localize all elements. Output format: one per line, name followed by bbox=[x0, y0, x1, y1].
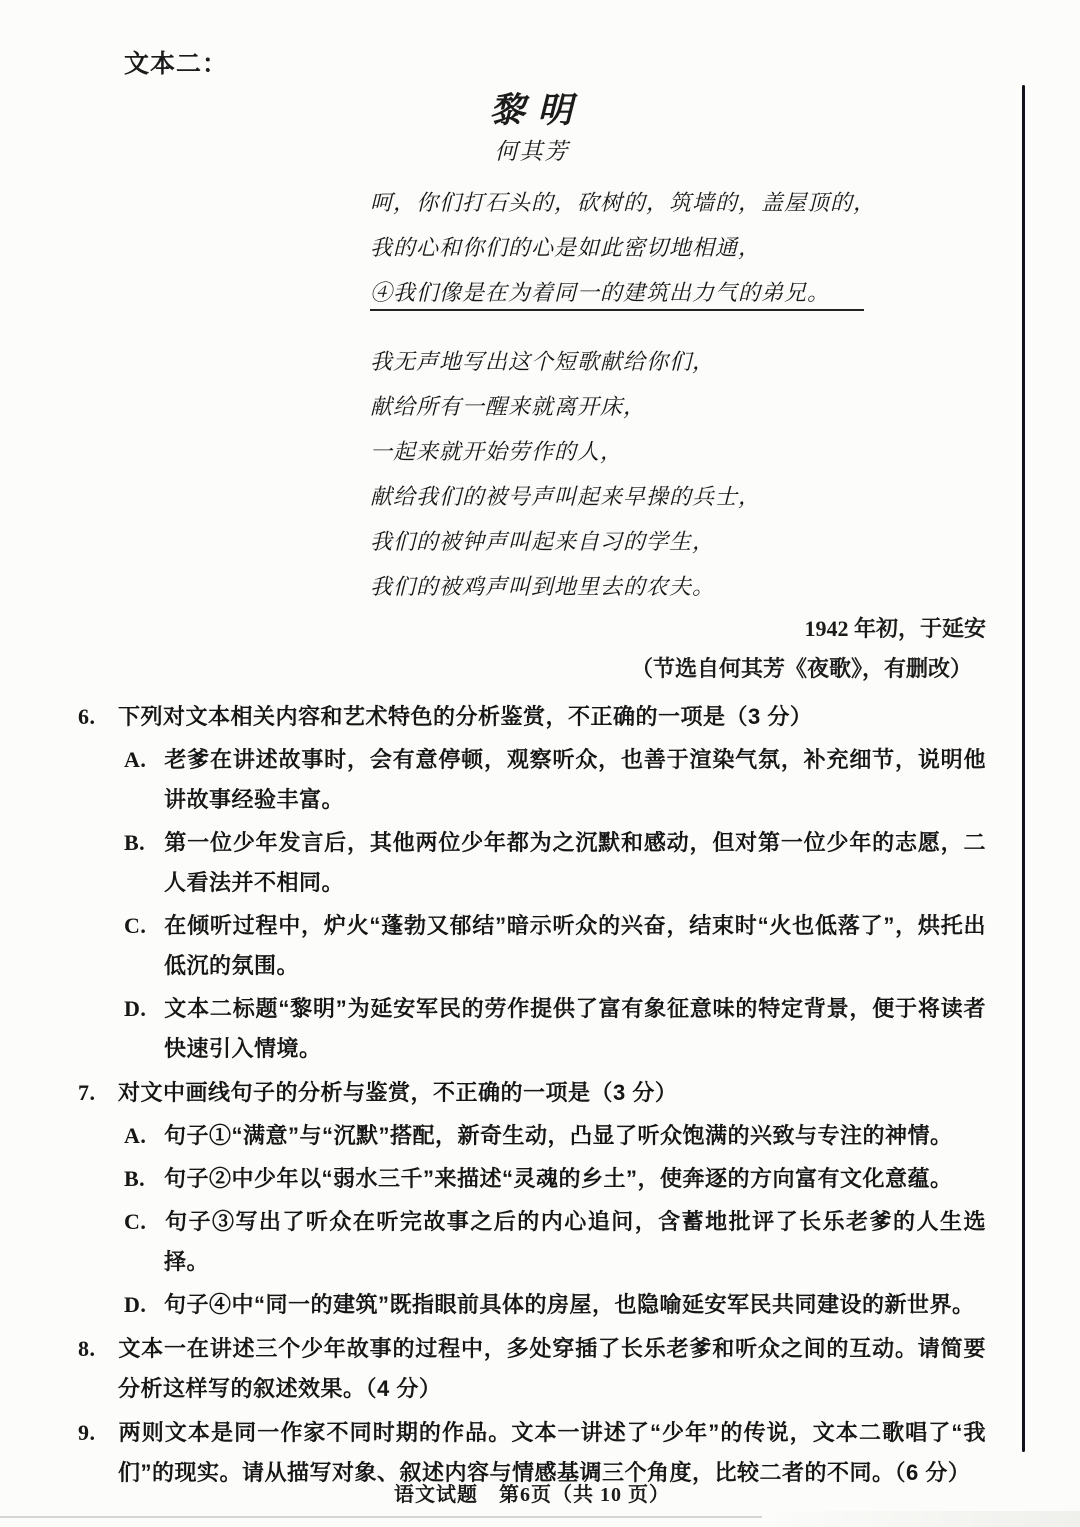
option-label: C. bbox=[124, 1209, 147, 1234]
page-footer: 语文试题 第6页（共 10 页） bbox=[394, 1484, 670, 1506]
question-7-stem bbox=[78, 1073, 986, 1113]
option-text: 第一位少年发言后，其他两位少年都为之沉默和感动，但对第一位少年的志愿，二人看法并不相同。 bbox=[164, 830, 986, 895]
question-6-option-d bbox=[78, 989, 986, 1069]
questions-section bbox=[78, 697, 986, 1493]
poem-author: 何其芳 bbox=[494, 139, 570, 164]
question-stem-text: 下列对文本相关内容和艺术特色的分析鉴赏，不正确的一项是（3 分） bbox=[118, 704, 813, 729]
option-label: B. bbox=[124, 1166, 146, 1191]
question-stem-text: 两则文本是同一作家不同时期的作品。文本一讲述了“少年”的传说，文本二歌唱了“我们”的现实。请从描写对象、叙述内容与情感基调三个角度，比较二者的不同。（6 分） bbox=[118, 1420, 986, 1485]
poem-line: 献给所有一醒来就离开床， bbox=[370, 394, 647, 419]
option-label: B. bbox=[124, 830, 146, 855]
option-text: 在倾听过程中，炉火“蓬勃又郁结”暗示听众的兴奋，结束时“火也低落了”，烘托出低沉的氛围。 bbox=[164, 913, 986, 978]
question-7-option-c bbox=[78, 1202, 986, 1282]
question-number: 8. bbox=[78, 1336, 96, 1361]
poem-line: 献给我们的被号声叫起来早操的兵士， bbox=[370, 484, 762, 509]
option-label: D. bbox=[124, 996, 147, 1021]
bottom-scan-artifact bbox=[0, 1516, 762, 1518]
question-stem-text: 文本一在讲述三个少年故事的过程中，多处穿插了长乐老爹和听众之间的互动。请简要分析这样写的叙述效果。（4 分） bbox=[118, 1336, 986, 1401]
poem-body bbox=[370, 180, 986, 609]
option-text: 句子④中“同一的建筑”既指眼前具体的房屋，也隐喻延安军民共同建设的新世界。 bbox=[164, 1292, 975, 1317]
poem-title: 黎 明 bbox=[489, 91, 575, 130]
question-7-option-a bbox=[78, 1116, 986, 1156]
option-label: D. bbox=[124, 1292, 147, 1317]
question-number: 6. bbox=[78, 704, 96, 729]
question-6 bbox=[78, 697, 986, 1069]
question-7-option-d bbox=[78, 1285, 986, 1325]
section-label: 文本二： bbox=[124, 50, 229, 78]
question-6-option-b bbox=[78, 823, 986, 903]
poem-line: 呵，你们打石头的，砍树的，筑墙的，盖屋顶的， bbox=[370, 190, 877, 215]
option-text: 句子②中少年以“弱水三千”来描述“灵魂的乡土”，使奔逐的方向富有文化意蕴。 bbox=[164, 1166, 953, 1191]
question-number: 9. bbox=[78, 1420, 96, 1445]
poem-date-place: 1942 年初，于延安 bbox=[804, 616, 986, 641]
poem-line: 我们的被钟声叫起来自习的学生， bbox=[370, 529, 716, 554]
question-number: 7. bbox=[78, 1080, 96, 1105]
underlined-sentence-4: ④我们像是在为着同一的建筑出力气的弟兄。 bbox=[370, 280, 864, 311]
option-label: A. bbox=[124, 1123, 147, 1148]
option-label: C. bbox=[124, 913, 147, 938]
option-text: 文本二标题“黎明”为延安军民的劳作提供了富有象征意味的特定背景，便于将读者快速引入情境。 bbox=[164, 996, 986, 1061]
page-edge-scan-line bbox=[1022, 85, 1025, 1452]
poem-line: 我们的被鸡声叫到地里去的农夫。 bbox=[370, 574, 716, 599]
question-7 bbox=[78, 1073, 986, 1325]
question-6-option-a bbox=[78, 740, 986, 820]
question-6-stem bbox=[78, 697, 986, 737]
page-content bbox=[78, 0, 986, 1493]
poem-line-underlined bbox=[370, 270, 986, 315]
question-8-stem bbox=[78, 1329, 986, 1409]
option-text: 老爹在讲述故事时，会有意停顿，观察听众，也善于渲染气氛，补充细节，说明他讲故事经验丰富。 bbox=[164, 747, 986, 812]
question-stem-text: 对文中画线句子的分析与鉴赏，不正确的一项是（3 分） bbox=[118, 1080, 678, 1105]
poem-line: 我无声地写出这个短歌献给你们， bbox=[370, 349, 716, 374]
option-text: 句子③写出了听众在听完故事之后的内心追问，含蓄地批评了长乐老爹的人生选择。 bbox=[164, 1209, 986, 1274]
corner-shade bbox=[760, 1511, 1080, 1527]
question-6-option-c bbox=[78, 906, 986, 986]
poem-line: 我的心和你们的心是如此密切地相通， bbox=[370, 235, 762, 260]
option-text: 句子①“满意”与“沉默”搭配，新奇生动，凸显了听众饱满的兴致与专注的神情。 bbox=[164, 1123, 953, 1148]
stanza-gap bbox=[370, 315, 986, 339]
option-label: A. bbox=[124, 747, 147, 772]
question-8 bbox=[78, 1329, 986, 1409]
poem-line: 一起来就开始劳作的人， bbox=[370, 439, 624, 464]
poem-source-attribution: （节选自何其芳《夜歌》，有删改） bbox=[630, 656, 972, 681]
question-7-option-b bbox=[78, 1159, 986, 1199]
